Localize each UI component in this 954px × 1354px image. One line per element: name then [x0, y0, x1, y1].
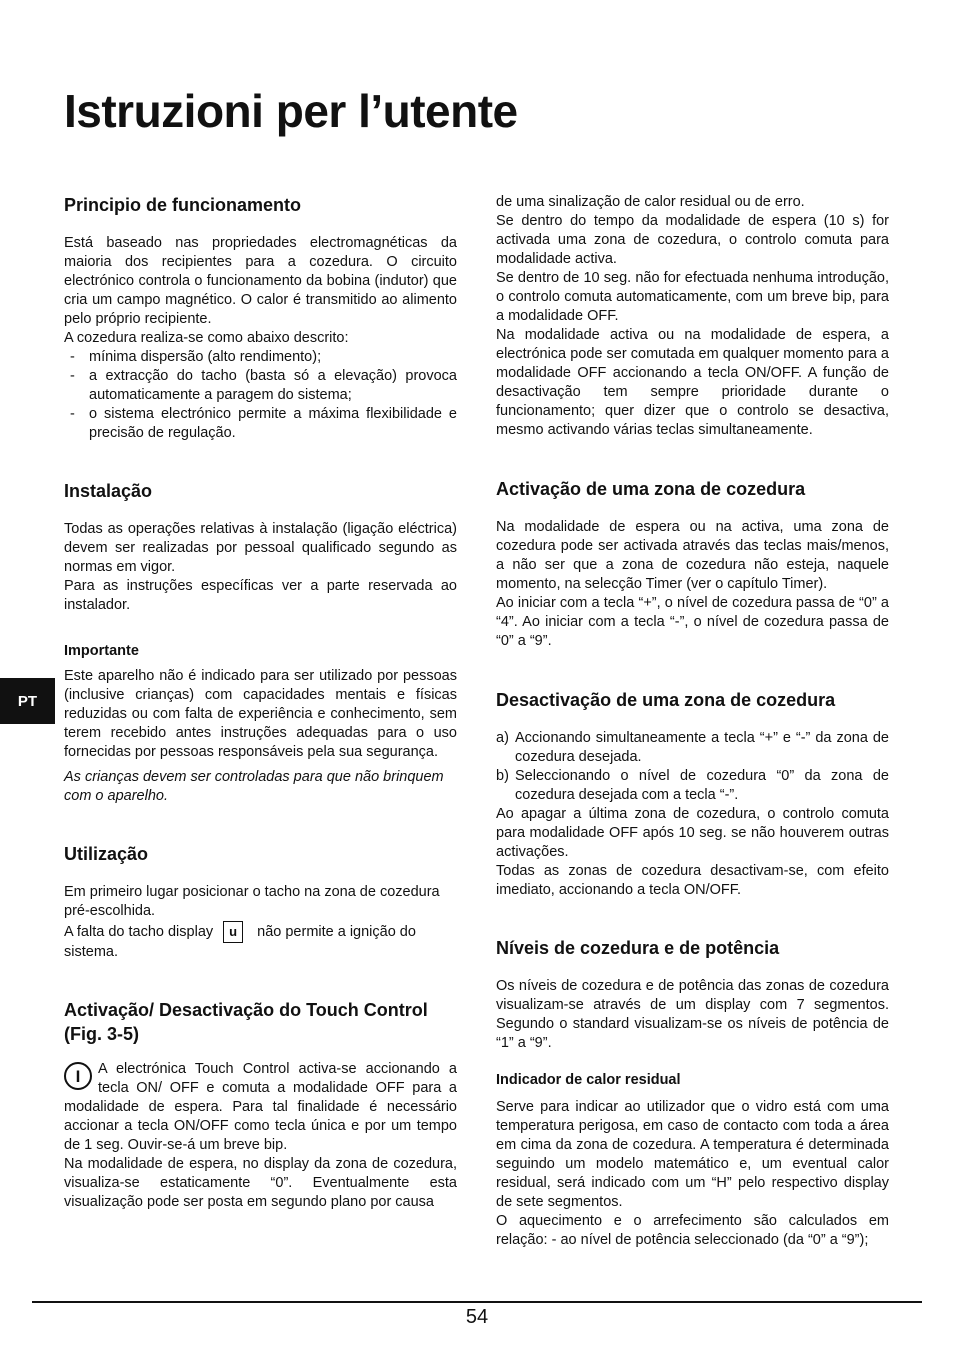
- paragraph: Este aparelho não é indicado para ser utilizado por pessoas (inclusive crianças) com capacidades mentais e físicas reduzidas ou com falta de experiência e conhecimento, sem terem recebido antes instruções adequadas para o uso fornecidas por pessoas responsáveis pela sua segurança.: [64, 668, 457, 760]
- heading-principio: Principio de funcionamento: [64, 195, 302, 215]
- right-column: [496, 193, 889, 1250]
- paragraph: I A electrónica Touch Control activa-se accionando a tecla ON/ OFF e comuta a modalidade OFF para a modalidade de espera. Para tal finalidade é necessário accionar a tecla ON/OFF como tecla única e por um tempo de 1 seg. Ouvir-se-á um breve bip.: [64, 1061, 457, 1153]
- heading-utilizacao: Utilização: [64, 844, 149, 864]
- paragraph: Na modalidade de espera, no display da zona de cozedura, visualiza-se estaticamente “0”. Eventualmente esta visualização pode ser posta em segundo plano por causa: [64, 1156, 457, 1210]
- list-item: - mínima dispersão (alto rendimento);: [70, 349, 322, 365]
- paragraph: Para as instruções específicas ver a parte reservada ao instalador.: [64, 578, 457, 613]
- paragraph: Em primeiro lugar posicionar o tacho na zona de cozedura pré-escolhida.: [64, 884, 440, 919]
- paragraph: de uma sinalização de calor residual ou de erro.: [496, 194, 805, 210]
- paragraph: Na modalidade activa ou na modalidade de espera, a electrónica pode ser comutada em qualquer momento para a modalidade OFF accionando a tecla ON/OFF. A função de desactivação tem sempre prioridade durante o funcionamento; quer dizer que o controlo se desactiva, mesmo activando várias teclas simultaneamente.: [496, 327, 889, 438]
- list-item: - a extracção do tacho (basta só a elevação) provoca automaticamente a paragem do sistema;: [70, 368, 457, 403]
- info-icon: I: [64, 1062, 92, 1090]
- paragraph: Todas as zonas de cozedura desactivam-se, com efeito imediato, accionando a tecla ON/OFF.: [496, 863, 889, 898]
- paragraph: Se dentro do tempo da modalidade de espera (10 s) for activada uma zona de cozedura, o controlo comuta para modalidade activa.: [496, 213, 889, 267]
- footer-rule: [32, 1301, 922, 1303]
- heading-niveis: Níveis de cozedura e de potência: [496, 938, 780, 958]
- heading-instalacao: Instalação: [64, 481, 153, 501]
- list-item: a) Accionando simultaneamente a tecla “+” e “-” da zona de cozedura desejada.: [496, 730, 889, 765]
- paragraph: O aquecimento e o arrefecimento são calculados em relação: - ao nível de potência seleccionado (da “0” a “9”);: [496, 1213, 889, 1248]
- paragraph: Todas as operações relativas à instalação (ligação eléctrica) devem ser realizadas por pessoal qualificado segundo as normas em vigor.: [64, 521, 457, 575]
- paragraph: A falta do tacho display u não permite a ignição do sistema.: [64, 921, 457, 962]
- display-u-icon: u: [223, 921, 243, 943]
- page-number: 54: [465, 1306, 489, 1328]
- paragraph: Ao iniciar com a tecla “+”, o nível de cozedura passa de “0” a “4”. Ao iniciar com a tecla “-”, o nível de cozedura passa de “0” a “9”.: [496, 595, 889, 649]
- page-title: Istruzioni per l’utente: [64, 85, 518, 137]
- left-column: [64, 194, 457, 1212]
- paragraph: Está baseado nas propriedades electromagnéticas da maioria dos recipientes para a cozedura. O circuito electrónico controla o funcionamento da bobina (indutor) que cria um campo magnético. O calor é transmitido ao alimento pelo próprio recipiente.: [64, 235, 457, 327]
- paragraph: Serve para indicar ao utilizador que o vidro está com uma temperatura perigosa, em caso de contacto com toda a área em cima da zona de cozedura. A temperatura é determinada seguindo um modelo matemático e, um eventual calor residual, será indicado com um “H” pelo respectivo display de sete segmentos.: [496, 1099, 889, 1210]
- paragraph: A cozedura realiza-se como abaixo descrito:: [64, 330, 349, 346]
- language-tab: PT: [0, 678, 55, 724]
- heading-desactivacao: Desactivação de uma zona de cozedura: [496, 690, 836, 710]
- paragraph: Na modalidade de espera ou na activa, uma zona de cozedura pode ser activada através das teclas mais/menos, a não ser que a zona de cozedura não esteja, naquele momento, na selecção Timer (ver o capítulo Timer).: [496, 519, 889, 592]
- paragraph: Os níveis de cozedura e de potência das zonas de cozedura visualizam-se através de um display com 7 segmentos. Segundo o standard visualizam-se os níveis de potência de “1” a “9”.: [496, 978, 889, 1051]
- heading-importante: Importante: [64, 643, 139, 659]
- heading-activacao: Activação de uma zona de cozedura: [496, 479, 806, 499]
- list-item: - o sistema electrónico permite a máxima flexibilidade e precisão de regulação.: [70, 406, 457, 441]
- list-item: b) Seleccionando o nível de cozedura “0” da zona de cozedura desejada com a tecla “-”.: [496, 768, 889, 803]
- paragraph-italic: As crianças devem ser controladas para que não brinquem com o aparelho.: [64, 769, 444, 804]
- paragraph: Ao apagar a última zona de cozedura, o controlo comuta para modalidade OFF após 10 seg. se não houverem outras activações.: [496, 806, 889, 860]
- paragraph: Se dentro de 10 seg. não for efectuada nenhuma introdução, o controlo comuta automaticamente, com um breve bip, para a modalidade OFF.: [496, 270, 889, 324]
- heading-indicador: Indicador de calor residual: [496, 1072, 681, 1088]
- heading-touch-control: Activação/ Desactivação do Touch Control (Fig. 3-5): [64, 1000, 428, 1044]
